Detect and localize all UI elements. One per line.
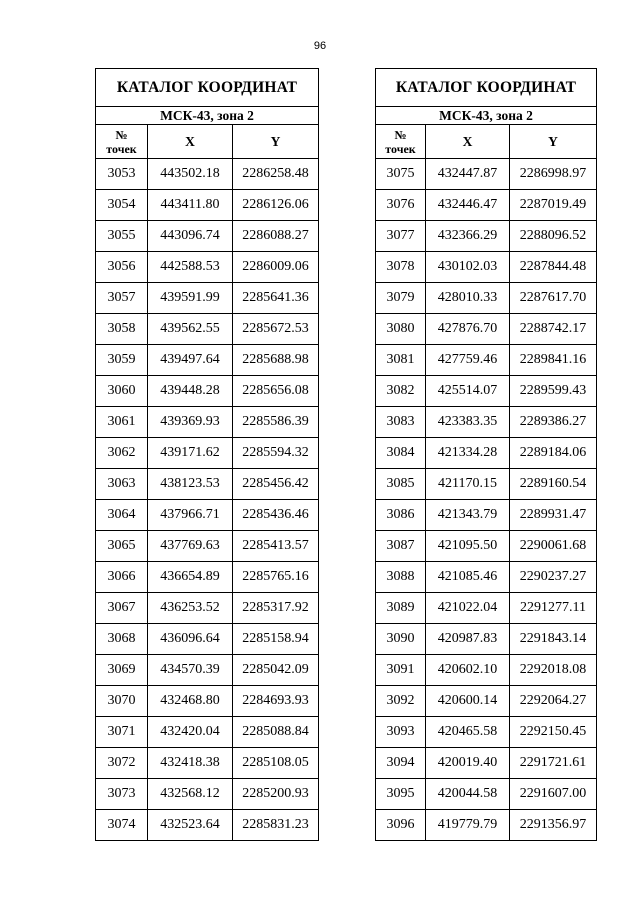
x-coordinate-cell: 432366.29 (426, 221, 510, 252)
table-row (96, 686, 319, 717)
column-header-x: X (148, 125, 233, 159)
x-coordinate-cell: 421170.15 (426, 469, 510, 500)
point-number-cell: 3061 (96, 407, 148, 438)
column-header-x: X (426, 125, 510, 159)
y-coordinate-cell: 2285641.36 (233, 283, 319, 314)
y-coordinate-cell: 2289160.54 (510, 469, 597, 500)
column-header-point-number: № точек (96, 125, 148, 159)
y-coordinate-cell: 2285317.92 (233, 593, 319, 624)
point-number-cell: 3096 (376, 810, 426, 841)
x-coordinate-cell: 421095.50 (426, 531, 510, 562)
point-number-cell: 3056 (96, 252, 148, 283)
table-row (376, 283, 597, 314)
point-number-cell: 3075 (376, 159, 426, 190)
x-coordinate-cell: 432468.80 (148, 686, 233, 717)
table-row (376, 252, 597, 283)
table-row (96, 500, 319, 531)
column-header-point-number: № точек (376, 125, 426, 159)
table-row (376, 779, 597, 810)
table-row (376, 531, 597, 562)
x-coordinate-cell: 419779.79 (426, 810, 510, 841)
y-coordinate-cell: 2285108.05 (233, 748, 319, 779)
y-coordinate-cell: 2286009.06 (233, 252, 319, 283)
table-row (96, 190, 319, 221)
y-coordinate-cell: 2286258.48 (233, 159, 319, 190)
table-row (376, 562, 597, 593)
point-number-cell: 3062 (96, 438, 148, 469)
y-coordinate-cell: 2289841.16 (510, 345, 597, 376)
catalog-title: КАТАЛОГ КООРДИНАТ (96, 69, 319, 107)
x-coordinate-cell: 432418.38 (148, 748, 233, 779)
y-coordinate-cell: 2285436.46 (233, 500, 319, 531)
y-coordinate-cell: 2285042.09 (233, 655, 319, 686)
table-row (96, 531, 319, 562)
table-row (96, 376, 319, 407)
x-coordinate-cell: 420602.10 (426, 655, 510, 686)
x-coordinate-cell: 432568.12 (148, 779, 233, 810)
table-row (96, 655, 319, 686)
coordinate-catalog-right (375, 68, 597, 841)
y-coordinate-cell: 2291356.97 (510, 810, 597, 841)
y-coordinate-cell: 2285413.57 (233, 531, 319, 562)
x-coordinate-cell: 439369.93 (148, 407, 233, 438)
page-number: 96 (313, 40, 327, 52)
point-number-cell: 3069 (96, 655, 148, 686)
table-row (96, 469, 319, 500)
y-coordinate-cell: 2285088.84 (233, 717, 319, 748)
x-coordinate-cell: 443411.80 (148, 190, 233, 221)
y-coordinate-cell: 2284693.93 (233, 686, 319, 717)
y-coordinate-cell: 2287844.48 (510, 252, 597, 283)
point-number-cell: 3074 (96, 810, 148, 841)
catalog-body (376, 69, 597, 841)
point-number-cell: 3072 (96, 748, 148, 779)
y-coordinate-cell: 2292018.08 (510, 655, 597, 686)
point-number-cell: 3065 (96, 531, 148, 562)
point-number-cell: 3079 (376, 283, 426, 314)
table-row (96, 810, 319, 841)
table-row (96, 283, 319, 314)
y-coordinate-cell: 2291843.14 (510, 624, 597, 655)
y-coordinate-cell: 2285586.39 (233, 407, 319, 438)
table-row (376, 407, 597, 438)
y-coordinate-cell: 2285688.98 (233, 345, 319, 376)
point-number-cell: 3095 (376, 779, 426, 810)
catalog-body (96, 69, 319, 841)
y-coordinate-cell: 2287617.70 (510, 283, 597, 314)
point-number-cell: 3071 (96, 717, 148, 748)
x-coordinate-cell: 437769.63 (148, 531, 233, 562)
y-coordinate-cell: 2286998.97 (510, 159, 597, 190)
x-coordinate-cell: 436253.52 (148, 593, 233, 624)
y-coordinate-cell: 2286126.06 (233, 190, 319, 221)
y-coordinate-cell: 2288096.52 (510, 221, 597, 252)
y-coordinate-cell: 2291721.61 (510, 748, 597, 779)
x-coordinate-cell: 423383.35 (426, 407, 510, 438)
point-number-cell: 3068 (96, 624, 148, 655)
table-row (376, 221, 597, 252)
point-number-cell: 3094 (376, 748, 426, 779)
point-number-cell: 3067 (96, 593, 148, 624)
table-row (376, 500, 597, 531)
y-coordinate-cell: 2285594.32 (233, 438, 319, 469)
table-row (96, 593, 319, 624)
point-number-cell: 3092 (376, 686, 426, 717)
y-coordinate-cell: 2292064.27 (510, 686, 597, 717)
y-coordinate-cell: 2291277.11 (510, 593, 597, 624)
table-row (96, 345, 319, 376)
point-number-cell: 3073 (96, 779, 148, 810)
table-row (376, 345, 597, 376)
point-number-cell: 3086 (376, 500, 426, 531)
x-coordinate-cell: 443096.74 (148, 221, 233, 252)
point-number-cell: 3058 (96, 314, 148, 345)
x-coordinate-cell: 421334.28 (426, 438, 510, 469)
x-coordinate-cell: 420600.14 (426, 686, 510, 717)
x-coordinate-cell: 420019.40 (426, 748, 510, 779)
point-number-cell: 3064 (96, 500, 148, 531)
table-row (96, 438, 319, 469)
y-coordinate-cell: 2287019.49 (510, 190, 597, 221)
y-coordinate-cell: 2289386.27 (510, 407, 597, 438)
y-coordinate-cell: 2285200.93 (233, 779, 319, 810)
y-coordinate-cell: 2285672.53 (233, 314, 319, 345)
y-coordinate-cell: 2290061.68 (510, 531, 597, 562)
x-coordinate-cell: 436654.89 (148, 562, 233, 593)
y-coordinate-cell: 2285656.08 (233, 376, 319, 407)
point-number-cell: 3059 (96, 345, 148, 376)
catalog-zone: МСК-43, зона 2 (96, 107, 319, 125)
point-number-cell: 3078 (376, 252, 426, 283)
table-row (376, 624, 597, 655)
table-row (96, 748, 319, 779)
x-coordinate-cell: 439497.64 (148, 345, 233, 376)
column-header-y: Y (510, 125, 597, 159)
x-coordinate-cell: 439591.99 (148, 283, 233, 314)
table-row (376, 810, 597, 841)
coordinate-catalog-left (95, 68, 319, 841)
x-coordinate-cell: 432523.64 (148, 810, 233, 841)
table-row (96, 407, 319, 438)
x-coordinate-cell: 420044.58 (426, 779, 510, 810)
table-row (96, 252, 319, 283)
y-coordinate-cell: 2290237.27 (510, 562, 597, 593)
table-row (376, 190, 597, 221)
table-row (376, 469, 597, 500)
x-coordinate-cell: 421085.46 (426, 562, 510, 593)
table-row (376, 686, 597, 717)
table-row (96, 779, 319, 810)
y-coordinate-cell: 2288742.17 (510, 314, 597, 345)
table-row (376, 748, 597, 779)
y-coordinate-cell: 2291607.00 (510, 779, 597, 810)
x-coordinate-cell: 421022.04 (426, 593, 510, 624)
x-coordinate-cell: 436096.64 (148, 624, 233, 655)
point-number-cell: 3082 (376, 376, 426, 407)
x-coordinate-cell: 437966.71 (148, 500, 233, 531)
table-row (376, 593, 597, 624)
point-number-cell: 3093 (376, 717, 426, 748)
table-row (96, 562, 319, 593)
x-coordinate-cell: 432447.87 (426, 159, 510, 190)
x-coordinate-cell: 432446.47 (426, 190, 510, 221)
catalog-title: КАТАЛОГ КООРДИНАТ (376, 69, 597, 107)
x-coordinate-cell: 438123.53 (148, 469, 233, 500)
y-coordinate-cell: 2289931.47 (510, 500, 597, 531)
x-coordinate-cell: 425514.07 (426, 376, 510, 407)
point-number-cell: 3090 (376, 624, 426, 655)
y-coordinate-cell: 2285456.42 (233, 469, 319, 500)
table-row (96, 221, 319, 252)
point-number-cell: 3055 (96, 221, 148, 252)
x-coordinate-cell: 430102.03 (426, 252, 510, 283)
table-row (376, 438, 597, 469)
table-row (376, 159, 597, 190)
table-row (96, 314, 319, 345)
point-number-cell: 3076 (376, 190, 426, 221)
point-number-cell: 3066 (96, 562, 148, 593)
table-row (96, 624, 319, 655)
table-row (96, 159, 319, 190)
point-number-cell: 3063 (96, 469, 148, 500)
table-row (376, 314, 597, 345)
x-coordinate-cell: 434570.39 (148, 655, 233, 686)
table-row (376, 655, 597, 686)
y-coordinate-cell: 2289599.43 (510, 376, 597, 407)
y-coordinate-cell: 2285765.16 (233, 562, 319, 593)
point-number-cell: 3057 (96, 283, 148, 314)
y-coordinate-cell: 2289184.06 (510, 438, 597, 469)
x-coordinate-cell: 427876.70 (426, 314, 510, 345)
point-number-cell: 3085 (376, 469, 426, 500)
point-number-cell: 3087 (376, 531, 426, 562)
table-row (376, 376, 597, 407)
y-coordinate-cell: 2285158.94 (233, 624, 319, 655)
x-coordinate-cell: 428010.33 (426, 283, 510, 314)
x-coordinate-cell: 427759.46 (426, 345, 510, 376)
x-coordinate-cell: 442588.53 (148, 252, 233, 283)
x-coordinate-cell: 439562.55 (148, 314, 233, 345)
point-number-cell: 3081 (376, 345, 426, 376)
point-number-cell: 3088 (376, 562, 426, 593)
catalog-zone: МСК-43, зона 2 (376, 107, 597, 125)
point-number-cell: 3053 (96, 159, 148, 190)
x-coordinate-cell: 439171.62 (148, 438, 233, 469)
y-coordinate-cell: 2285831.23 (233, 810, 319, 841)
y-coordinate-cell: 2292150.45 (510, 717, 597, 748)
x-coordinate-cell: 439448.28 (148, 376, 233, 407)
y-coordinate-cell: 2286088.27 (233, 221, 319, 252)
point-number-cell: 3054 (96, 190, 148, 221)
x-coordinate-cell: 420987.83 (426, 624, 510, 655)
point-number-cell: 3070 (96, 686, 148, 717)
x-coordinate-cell: 421343.79 (426, 500, 510, 531)
x-coordinate-cell: 443502.18 (148, 159, 233, 190)
point-number-cell: 3083 (376, 407, 426, 438)
point-number-cell: 3084 (376, 438, 426, 469)
table-row (96, 717, 319, 748)
column-header-y: Y (233, 125, 319, 159)
x-coordinate-cell: 432420.04 (148, 717, 233, 748)
x-coordinate-cell: 420465.58 (426, 717, 510, 748)
point-number-cell: 3077 (376, 221, 426, 252)
table-row (376, 717, 597, 748)
point-number-cell: 3080 (376, 314, 426, 345)
point-number-cell: 3060 (96, 376, 148, 407)
point-number-cell: 3089 (376, 593, 426, 624)
point-number-cell: 3091 (376, 655, 426, 686)
